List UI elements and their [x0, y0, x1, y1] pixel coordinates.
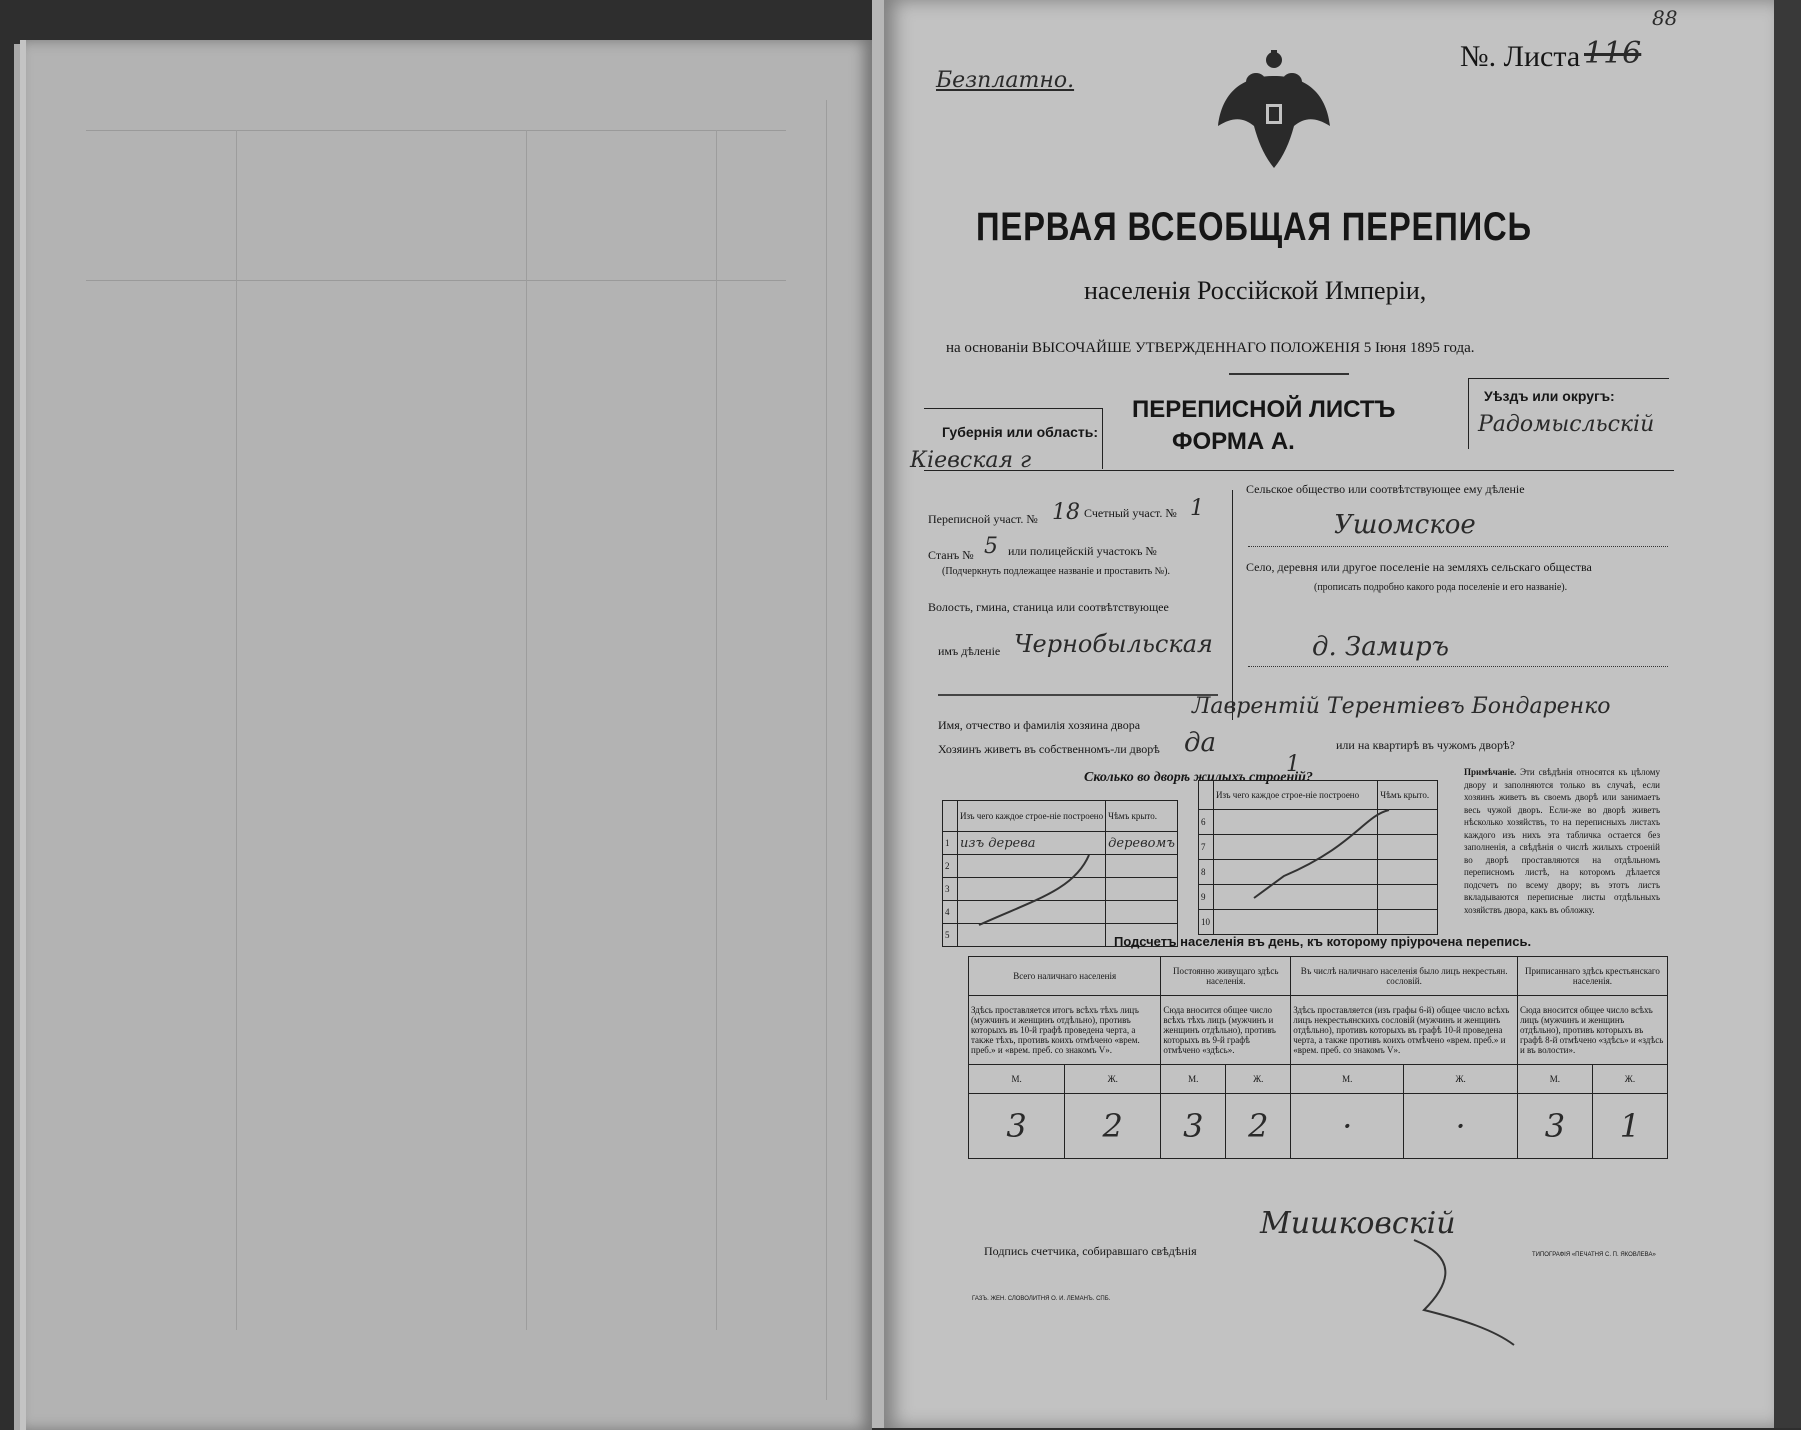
- note-text: Эти свѣдѣнія относятся къ цѣлому двору и заполняются только въ случаѣ, если хозяинъ живетъ въ своемъ дворѣ или занимаетъ весь чужой дворъ. Если-же во дворѣ живетъ нѣсколько хозяйствъ, то на переписныхъ листахъ каждого изъ нихъ эта табличка остается без заполненія, а свѣдѣнія о числѣ жилыхъ строеній во дворѣ проставляются на отдѣльномъ переписномъ листѣ, на которомъ дѣлается подсчетъ по всему двору; въ этотъ листъ вкладываются переписные листы отдѣльныхъ хозяйствъ двора, какъ въ обложку.: [1464, 767, 1661, 915]
- col-material: Изъ чего каждое строе-ніе построено: [958, 801, 1106, 832]
- population-col-head: Постоянно живущаго здѣсь населенія.: [1161, 957, 1291, 996]
- strike-mark: [1244, 806, 1394, 902]
- volost-underline: [938, 694, 1218, 696]
- row1-material: изъ дерева: [958, 832, 1106, 855]
- sheet-number-value: 116: [1584, 36, 1642, 71]
- population-value: 2: [1065, 1094, 1161, 1159]
- province-value: Кіевская г: [910, 448, 1032, 473]
- female-label: Ж.: [1226, 1065, 1291, 1094]
- population-col-desc: Сюда вносится общее число всѣхъ тѣхъ лицъ (мужчинъ и женщинъ отдѣльно), противъ которыхъ въ 9-й графѣ отмѣчено «здѣсь».: [1161, 996, 1291, 1065]
- district-note: (Подчеркнуть подлежащее названіе и проставить №).: [942, 566, 1170, 577]
- district-value: Радомысльскій: [1478, 412, 1655, 437]
- population-col-desc: Здѣсь проставляется (изъ графы 6-й) общее число всѣхъ лицъ некрестьянскихъ сословій (мужчинъ и женщинъ отдѣльно), противъ которыхъ въ графѣ 10-й проведена черта, а также противъ коихъ отмѣчено «врем. преб.» и «врем. преб. со знакомъ V».: [1291, 996, 1518, 1065]
- population-value: ·: [1404, 1094, 1518, 1159]
- note-label: Примѣчаніе.: [1464, 767, 1517, 777]
- village-value: д. Замиръ: [1312, 632, 1449, 662]
- row-number: 7: [1199, 835, 1214, 860]
- male-label: М.: [969, 1065, 1065, 1094]
- volost-value: Чернобыльская: [1014, 630, 1213, 658]
- row-number: 1: [943, 832, 958, 855]
- society-value: Ушомское: [1334, 510, 1476, 540]
- census-district-label: Переписной участ. №: [928, 512, 1038, 526]
- row-number: 6: [1199, 810, 1214, 835]
- left-page: [26, 40, 872, 1430]
- volost-label-2: имъ дѣленіе: [938, 644, 1001, 658]
- owner-lives-value: да: [1184, 728, 1216, 758]
- census-district-value: 18: [1052, 500, 1080, 525]
- col-roof: Чѣмъ крыто.: [1106, 801, 1178, 832]
- census-title: ПЕРВАЯ ВСЕОБЩАЯ ПЕРЕПИСЬ: [976, 205, 1532, 249]
- counting-district-value: 1: [1190, 496, 1204, 521]
- male-label: М.: [1517, 1065, 1592, 1094]
- page-fold: [826, 100, 827, 1400]
- imperial-eagle-emblem: [1214, 46, 1334, 176]
- row1-roof: деревомъ: [1106, 832, 1178, 855]
- owner-name-label: Имя, отчество и фамилія хозяина двора: [938, 718, 1141, 732]
- col-roof: Чѣмъ крыто.: [1378, 781, 1438, 810]
- population-col-head: Всего наличнаго населенія: [969, 957, 1161, 996]
- buildings-value: 1: [1286, 752, 1300, 777]
- signature-value: Мишковскій: [1260, 1206, 1456, 1241]
- counting-district-label: Счетный участ. №: [1084, 506, 1177, 520]
- population-col-desc: Здѣсь проставляется итогъ всѣхъ тѣхъ лицъ (мужчинъ и женщинъ отдѣльно), противъ которыхъ въ 10-й графѣ проведена черта, а также тѣхъ, противъ коихъ отмѣчено «врем. преб.» и «врем. преб. со знакомъ V».: [969, 996, 1161, 1065]
- background-edge: [1774, 0, 1801, 1428]
- population-value: 3: [1161, 1094, 1226, 1159]
- society-label: Сельское общество или соотвѣтствующее ему дѣленіе: [1246, 482, 1525, 496]
- population-value: ·: [1291, 1094, 1404, 1159]
- ornament-divider: [1229, 373, 1349, 375]
- district-label: Уѣздъ или округъ:: [1484, 388, 1615, 404]
- row-number: 3: [943, 878, 958, 901]
- population-value: 3: [969, 1094, 1065, 1159]
- population-title: Подсчетъ населенія въ день, къ которому пріурочена перепись.: [1114, 934, 1532, 949]
- population-value: 2: [1226, 1094, 1291, 1159]
- village-label: Село, деревня или другое поселеніе на земляхъ сельскаго общества: [1246, 560, 1592, 574]
- population-col-desc: Сюда вносится общее число всѣхъ лицъ (мужчинъ и женщинъ отдѣльно), противъ которыхъ въ графѣ 8-й отмѣчено «здѣсь» и «здѣсь и въ волости».: [1517, 996, 1667, 1065]
- column-divider: [1232, 490, 1233, 720]
- signature-label: Подпись счетчика, собиравшаго свѣдѣнія: [984, 1244, 1197, 1258]
- row-number: 4: [943, 901, 958, 924]
- faint-column: [526, 130, 527, 1330]
- row-number: 2: [943, 855, 958, 878]
- corner-numbers: 88: [1652, 6, 1678, 30]
- form-name: ФОРМА А.: [1172, 428, 1295, 455]
- section-rule: [924, 470, 1674, 471]
- printer-left: ГАЗЪ. ЖЕН. СЛОВОЛИТНЯ О. И. ЛЕМАНЪ. СПБ.: [972, 1296, 1111, 1302]
- census-basis: на основаніи ВЫСОЧАЙШЕ УТВЕРЖДЕННАГО ПОЛОЖЕНІЯ 5 Іюня 1895 года.: [946, 340, 1475, 356]
- female-label: Ж.: [1404, 1065, 1518, 1094]
- owner-lives-label-2: или на квартирѣ въ чужомъ дворѣ?: [1336, 738, 1515, 752]
- strike-mark: [974, 850, 1094, 930]
- population-value: 3: [1517, 1094, 1592, 1159]
- society-line: [1248, 546, 1668, 547]
- sheet-title: ПЕРЕПИСНОЙ ЛИСТЪ: [1132, 396, 1396, 423]
- female-label: Ж.: [1065, 1065, 1161, 1094]
- sheet-number-label: №. Листа: [1460, 40, 1581, 73]
- owner-lives-label: Хозяинъ живетъ въ собственномъ-ли дворѣ: [938, 742, 1160, 756]
- owner-name-value: Лаврентій Терентіевъ Бондаренко: [1192, 694, 1611, 719]
- faint-column: [236, 130, 237, 1330]
- population-col-head: Приписаннаго здѣсь крестьянскаго населенія.: [1517, 957, 1667, 996]
- male-label: М.: [1161, 1065, 1226, 1094]
- stan-value: 5: [984, 534, 998, 559]
- note-block: [1464, 766, 1660, 916]
- row-number: 8: [1199, 860, 1214, 885]
- row-number: 10: [1199, 910, 1214, 935]
- population-col-head: Въ числѣ наличнаго населенія было лицъ некрестьян. сословій.: [1291, 957, 1518, 996]
- village-note: (прописать подробно какого рода поселеніе и его названіе).: [1314, 582, 1568, 593]
- province-label: Губернія или область:: [942, 424, 1099, 440]
- printer-right: ТИПОГРАФІЯ «ПЕЧАТНЯ С. П. ЯКОВЛЕВА»: [1532, 1252, 1656, 1258]
- female-label: Ж.: [1592, 1065, 1667, 1094]
- stan-label: Станъ №: [928, 548, 974, 562]
- col-material: Изъ чего каждое строе-ніе построено: [1214, 781, 1378, 810]
- population-value: 1: [1592, 1094, 1667, 1159]
- row-number: 5: [943, 924, 958, 947]
- male-label: М.: [1291, 1065, 1404, 1094]
- faint-rule: [86, 280, 786, 281]
- census-form-page: [884, 0, 1774, 1428]
- faint-rule: [86, 130, 786, 131]
- volost-label: Волость, гмина, станица или соотвѣтствующее: [928, 600, 1169, 614]
- census-subtitle: населенія Россійской Имперіи,: [1084, 276, 1427, 305]
- faint-column: [716, 130, 717, 1330]
- police-label: или полицейскій участокъ №: [1008, 544, 1157, 558]
- buildings-label: Сколько во дворѣ жилыхъ строеній?: [1084, 770, 1313, 785]
- free-label: Безплатно.: [936, 68, 1075, 93]
- village-line: [1248, 666, 1668, 667]
- population-table: [968, 956, 1668, 1159]
- row-number: 9: [1199, 885, 1214, 910]
- signature-flourish: [1404, 1230, 1524, 1350]
